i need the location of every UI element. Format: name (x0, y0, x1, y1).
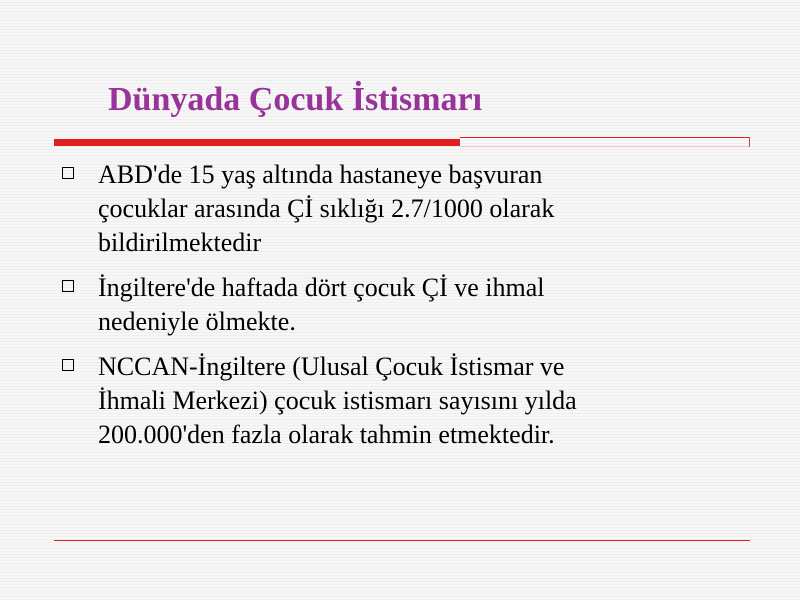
title-divider-end-tick (749, 137, 750, 147)
hollow-square-bullet-icon (62, 167, 74, 179)
bullet-text-line: İngiltere'de haftada dört çocuk Çİ ve ihmal (98, 273, 545, 302)
bullet-text-line: bildirilmektedir (98, 228, 262, 257)
bullet-text-line: çocuklar arasında Çİ sıklığı 2.7/1000 olarak (98, 194, 555, 223)
hollow-square-bullet-icon (62, 280, 74, 292)
bullet-text-line: İhmali Merkezi) çocuk istismarı sayısını yılda (98, 386, 577, 415)
bullet-text-line: ABD'de 15 yaş altında hastaneye başvuran (98, 160, 543, 189)
bullet-item (60, 158, 740, 260)
bullet-text-line: 200.000'den fazla olarak tahmin etmektedir. (98, 420, 555, 449)
bullet-item (60, 271, 740, 339)
slide-title: Dünyada Çocuk İstismarı (108, 81, 483, 118)
bullet-item (60, 350, 740, 452)
bullet-text-line: nedeniyle ölmekte. (98, 307, 296, 336)
title-divider-shadow (460, 146, 750, 147)
footer-divider (54, 540, 750, 541)
title-divider-thick (54, 139, 460, 146)
hollow-square-bullet-icon (62, 359, 74, 371)
title-divider-thin (460, 137, 750, 138)
bullet-text-line: NCCAN-İngiltere (Ulusal Çocuk İstismar ve (98, 352, 565, 381)
bullet-list (60, 158, 740, 463)
